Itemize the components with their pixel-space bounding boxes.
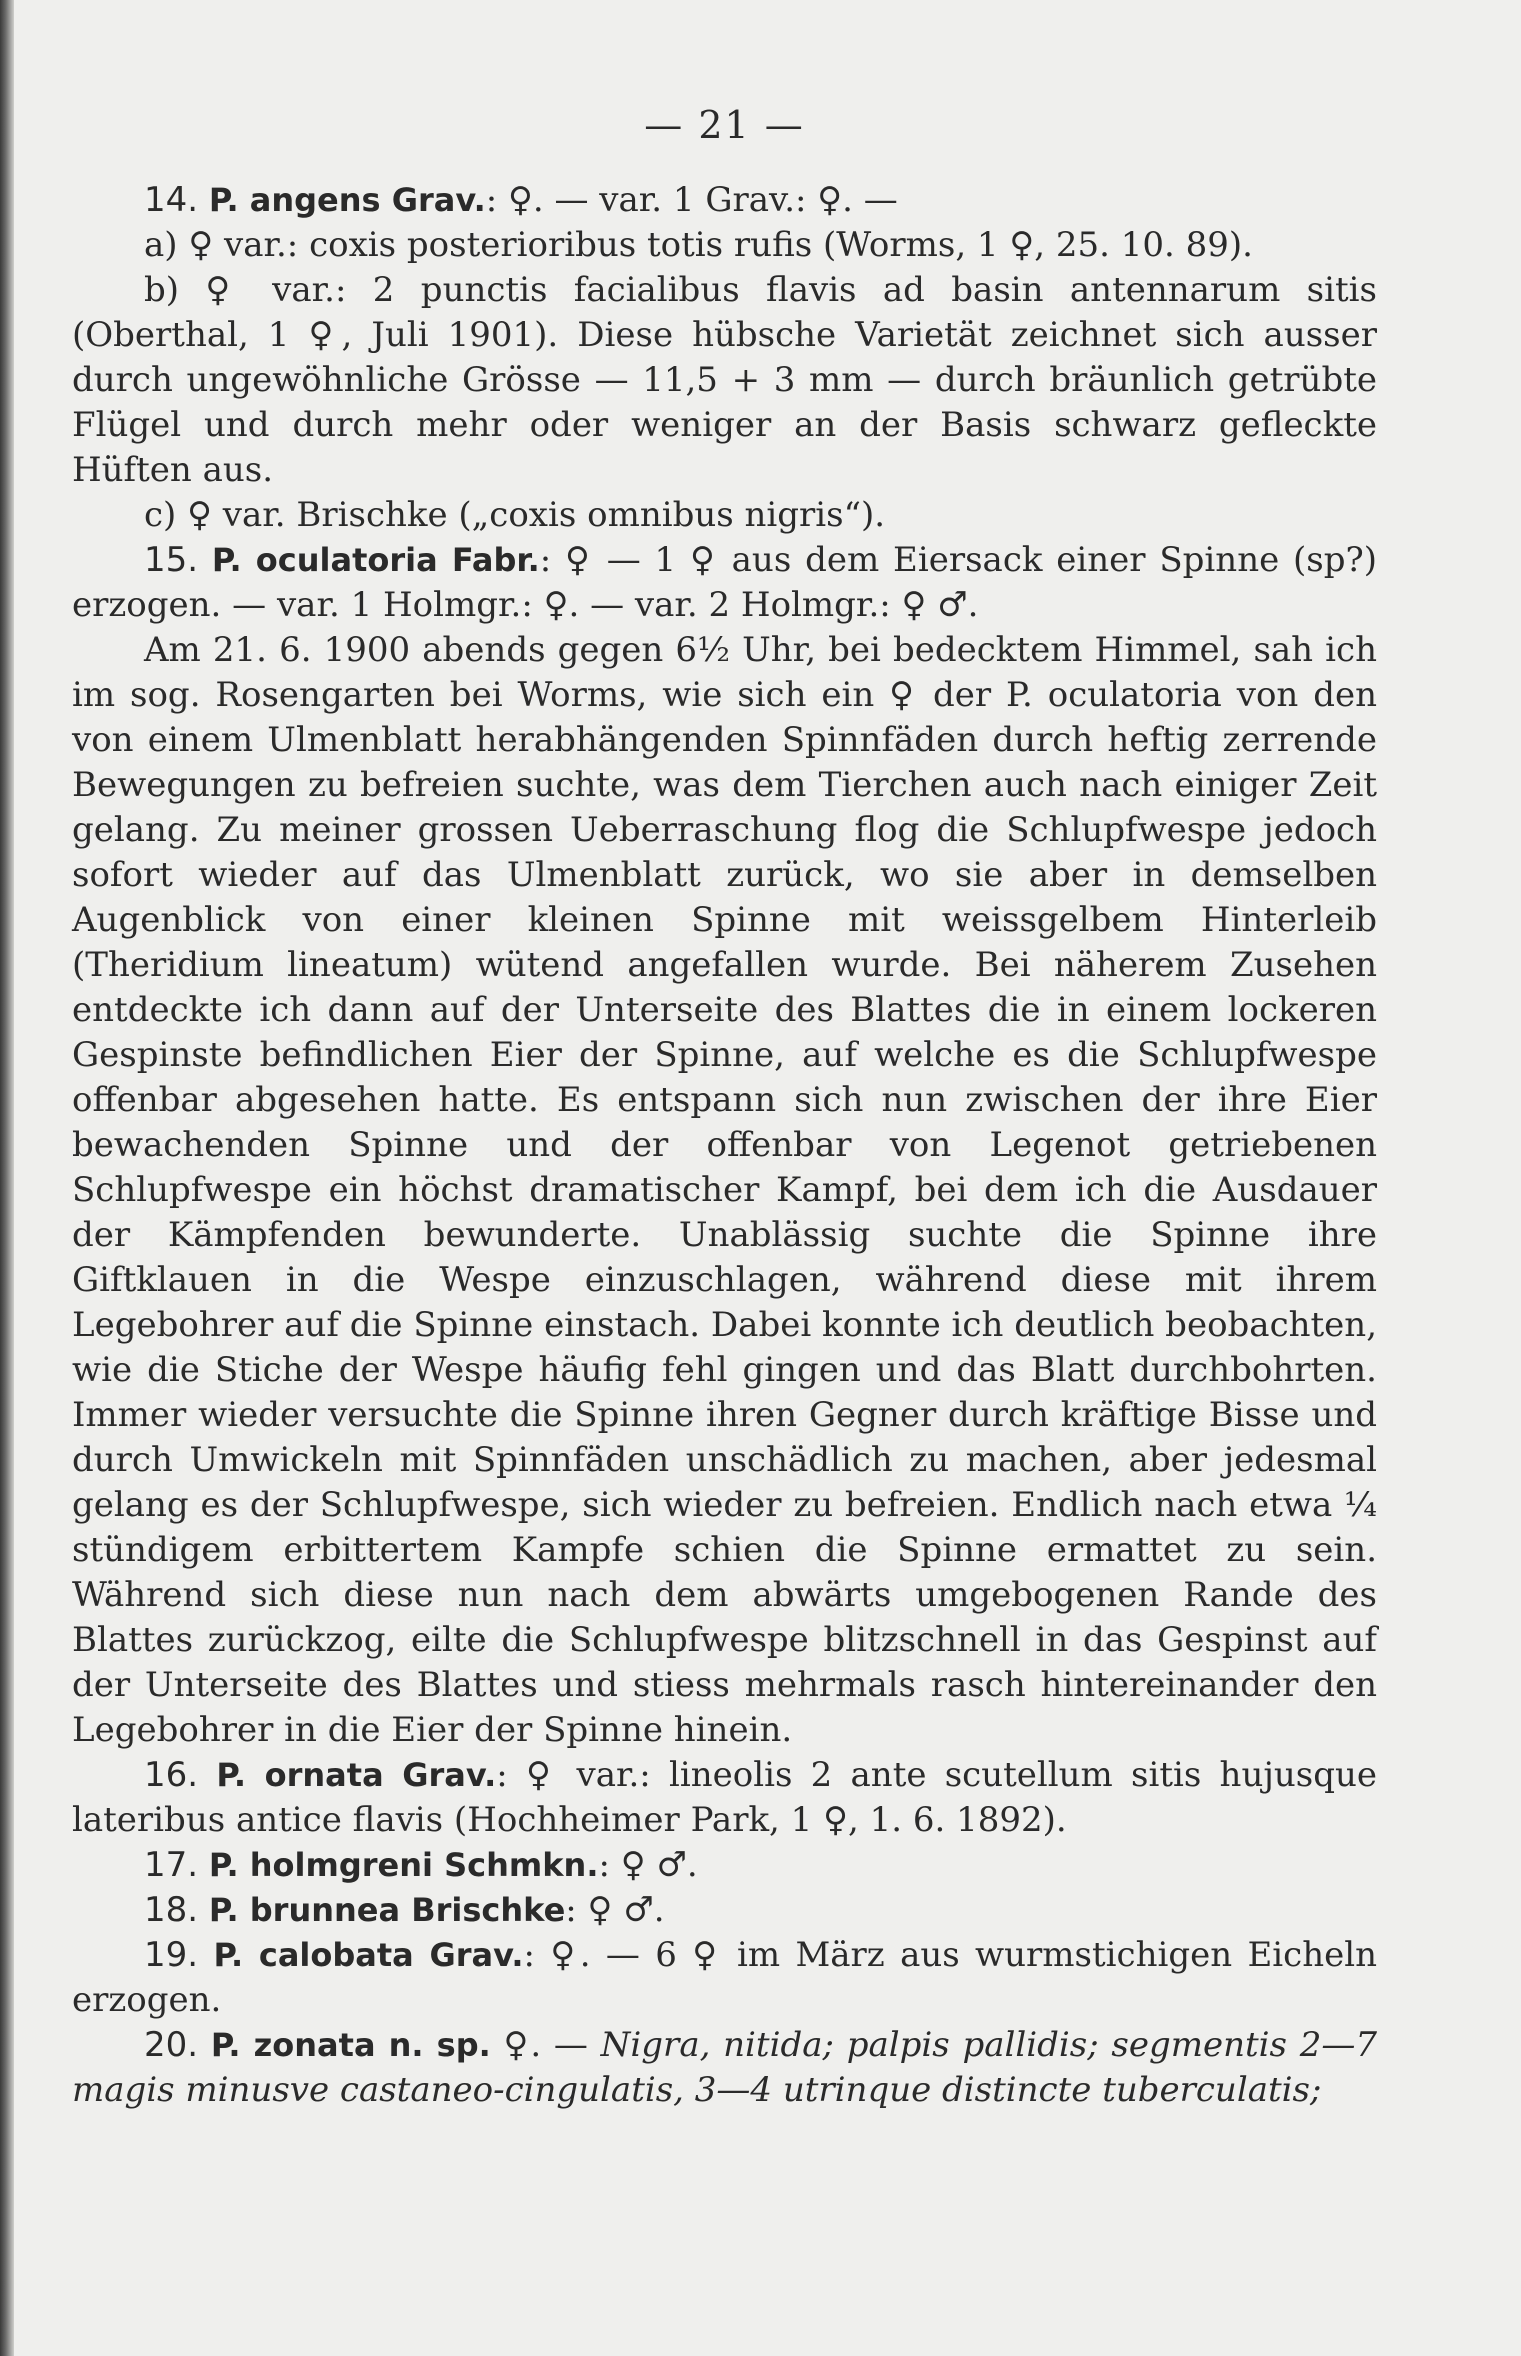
entry-18 [72, 1888, 1377, 1933]
species-name: P. oculatoria Fabr. [211, 541, 540, 579]
entry-text: : ♀ ♂. [565, 1890, 665, 1930]
entry-number: 17. [144, 1845, 199, 1885]
species-name: P. calobata Grav. [213, 1936, 524, 1974]
entry-number: 14. [144, 180, 199, 220]
species-name: P. zonata n. sp. [210, 2026, 491, 2064]
entry-text: : ♀ var.: lineolis 2 ante scutellum sitis hujusque lateribus antice flavis (Hochheimer Park, 1 ♀, 1. 6. 1892). [72, 1755, 1378, 1840]
entry-14-variety-b: b) ♀ var.: 2 punctis facialibus flavis ad basin antennarum sitis (Oberthal, 1 ♀, Juli 1901). Diese hübsche Varietät zeichnet sich ausser durch ungewöhnliche Grösse — 11,5 + 3 mm — durch bräunlich getrübte Flügel und durch mehr oder weniger an der Basis schwarz gefleckte Hüften aus. [72, 270, 1377, 490]
entry-17 [72, 1843, 1377, 1888]
entry-number: 20. [144, 2025, 199, 2065]
latin-description: Nigra, nitida; palpis pallidis; segmentis 2—7 magis minusve castaneo-cingulatis, 3—4 utrinque distincte tuberculatis; [72, 2025, 1378, 2110]
species-name: P. angens Grav. [208, 181, 486, 219]
entry-text: : ♀ ♂. [598, 1845, 698, 1885]
entry-15-observation: Am 21. 6. 1900 abends gegen 6½ Uhr, bei bedecktem Himmel, sah ich im sog. Rosengarten bei Worms, wie sich ein ♀ der P. oculatoria von den von einem Ulmenblatt herabhängenden Spinnfäden durch heftig zerrende Bewegungen zu befreien suchte, was dem Tierchen auch nach einiger Zeit gelang. Zu meiner grossen Ueberraschung flog die Schlupfwespe jedoch sofort wieder auf das Ulmenblatt zurück, wo sie aber in demselben Augenblick von einer kleinen Spinne mit weissgelbem Hinterleib (Theridium lineatum) wütend angefallen wurde. Bei näherem Zusehen entdeckte ich dann auf der Unterseite des Blattes die in einem lockeren Gespinste befindlichen Eier der Spinne, auf welche es die Schlupfwespe offenbar abgesehen hatte. Es entspann sich nun zwischen der ihre Eier bewachenden Spinne und der offenbar von Legenot getriebenen Schlupfwespe ein höchst dramatischer Kampf, bei dem ich die Ausdauer der Kämpfenden bewunderte. Unablässig suchte die Spinne ihre Giftklauen in die Wespe einzuschlagen, während diese mit ihrem Legebohrer auf die Spinne einstach. Dabei konnte ich deutlich beobachten, wie die Stiche der Wespe häufig fehl gingen und das Blatt durchbohrten. Immer wieder versuchte die Spinne ihren Gegner durch kräftige Bisse und durch Umwickeln mit Spinnfäden unschädlich zu machen, aber jedesmal gelang es der Schlupfwespe, sich wieder zu befreien. Endlich nach etwa ¼ stündigem erbittertem Kampfe schien die Spinne ermattet zu sein. Während sich diese nun nach dem abwärts umgebogenen Rande des Blattes zurückzog, eilte die Schlupfwespe blitzschnell in das Gespinst auf der Unterseite des Blattes und stiess mehrmals rasch hintereinander den Legebohrer in die Eier der Spinne hinein. [72, 630, 1377, 1750]
species-name: P. brunnea Brischke [208, 1891, 566, 1929]
entry-16 [72, 1753, 1377, 1843]
entry-text: : ♀ — 1 ♀ aus dem Eiersack einer Spinne (sp?) erzogen. — var. 1 Holmgr.: ♀. — var. 2 Holmgr.: ♀ ♂. [72, 540, 1378, 625]
entry-14-variety-c: c) ♀ var. Brischke („coxis omnibus nigris“). [144, 495, 886, 535]
entry-number: 19. [144, 1935, 199, 1975]
entry-number: 16. [144, 1755, 199, 1795]
page-body [72, 178, 1377, 2113]
entry-19 [72, 1933, 1377, 2023]
scan-page-edge [0, 0, 14, 2356]
entry-15-heading [72, 538, 1377, 628]
page-number: — 21 — [644, 103, 805, 147]
entry-14-heading [72, 178, 1377, 223]
species-name: P. ornata Grav. [216, 1756, 497, 1794]
species-name: P. holmgreni Schmkn. [208, 1846, 599, 1884]
entry-number: 15. [144, 540, 199, 580]
entry-14-variety-a: a) ♀ var.: coxis posterioribus totis rufis (Worms, 1 ♀, 25. 10. 89). [144, 225, 1253, 265]
entry-text: : ♀. — var. 1 Grav.: ♀. — [485, 180, 898, 220]
entry-20 [72, 2023, 1377, 2113]
entry-number: 18. [144, 1890, 199, 1930]
entry-text: ♀. — [490, 2025, 601, 2065]
entry-text: : ♀. — 6 ♀ im März aus wurmstichigen Eicheln erzogen. [72, 1935, 1378, 2020]
